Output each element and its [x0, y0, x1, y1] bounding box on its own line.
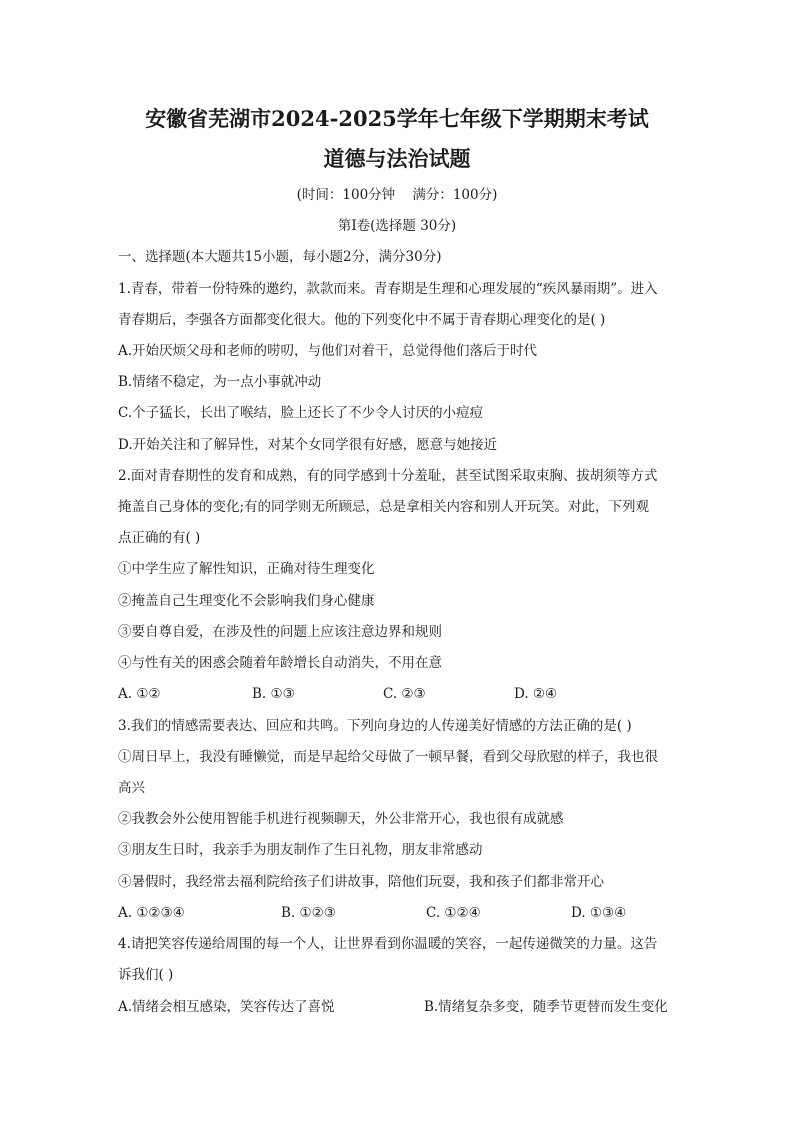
q3-item-2: ②我教会外公使用智能手机进行视频聊天，外公非常开心，我也很有成就感 [118, 811, 564, 827]
q1-option-b: B.情绪不稳定，为一点小事就冲动 [118, 374, 322, 390]
q2-stem-line2: 掩盖自己身体的变化;有的同学则无所顾忌，总是拿相关内容和别人开玩笑。对此，下列观 [118, 499, 650, 515]
q3-option-d: D. ①③④ [571, 905, 627, 921]
q2-option-c: C. ②③ [383, 686, 426, 702]
exam-time-score: (时间：100分钟 满分：100分) [296, 187, 498, 203]
q4-stem-line2: 诉我们( ) [118, 967, 174, 983]
exam-title: 安徽省芜湖市2024-2025学年七年级下学期期末考试 [145, 106, 649, 131]
q1-stem-line1: 1.青春，带着一份特殊的邀约，款款而来。青春期是生理和心理发展的“疾风暴雨期”。进入 [118, 281, 658, 297]
q3-item-1-line2: 高兴 [118, 780, 145, 796]
q3-item-4: ④暑假时，我经常去福利院给孩子们讲故事，陪他们玩耍，我和孩子们都非常开心 [118, 874, 604, 890]
q2-option-b: B. ①③ [252, 686, 295, 702]
q2-stem-line3: 点正确的有( ) [118, 530, 201, 546]
q4-option-a: A.情绪会相互感染，笑容传达了喜悦 [118, 999, 335, 1015]
q2-item-4: ④与性有关的困惑会随着年龄增长自动消失，不用在意 [118, 655, 442, 671]
q3-option-b: B. ①②③ [281, 905, 336, 921]
q2-stem-line1: 2.面对青春期性的发育和成熟，有的同学感到十分羞耻，甚至试图采取束胸、拔胡须等方式 [118, 468, 658, 484]
q4-option-b: B.情绪复杂多变，随季节更替而发生变化 [424, 999, 668, 1015]
q1-option-c: C.个子猛长，长出了喉结，脸上还长了不少令人讨厌的小痘痘 [118, 405, 484, 421]
q2-option-a: A. ①② [118, 686, 161, 702]
part-heading: 一、选择题(本大题共15小题，每小题2分，满分30分) [118, 249, 442, 265]
q3-item-1-line1: ①周日早上，我没有睡懒觉，而是早起给父母做了一顿早餐，看到父母欣慰的样子，我也很 [118, 749, 658, 765]
q1-stem-line2: 青春期后，李强各方面都变化很大。他的下列变化中不属于青春期心理变化的是( ) [118, 312, 606, 328]
q2-option-d: D. ②④ [514, 686, 558, 702]
section-title: 第Ⅰ卷(选择题 30分) [337, 218, 457, 234]
q1-option-a: A.开始厌烦父母和老师的唠叨，与他们对着干，总觉得他们落后于时代 [118, 343, 538, 359]
q3-stem: 3.我们的情感需要表达、回应和共鸣。下列向身边的人传递美好情感的方法正确的是( ) [118, 718, 632, 734]
q1-option-d: D.开始关注和了解异性，对某个女同学很有好感，愿意与她接近 [118, 437, 498, 453]
q3-option-c: C. ①②④ [426, 905, 481, 921]
q2-item-2: ②掩盖自己生理变化不会影响我们身心健康 [118, 593, 375, 609]
exam-subject-title: 道德与法治试题 [323, 146, 471, 171]
q3-option-a: A. ①②③④ [118, 905, 185, 921]
q2-item-3: ③要自尊自爱，在涉及性的问题上应该注意边界和规则 [118, 624, 442, 640]
q3-item-3: ③朋友生日时，我亲手为朋友制作了生日礼物，朋友非常感动 [118, 842, 483, 858]
q4-stem-line1: 4.请把笑容传递给周围的每一个人，让世界看到你温暖的笑容，一起传递微笑的力量。这告 [118, 936, 658, 952]
q2-item-1: ①中学生应了解性知识，正确对待生理变化 [118, 561, 375, 577]
